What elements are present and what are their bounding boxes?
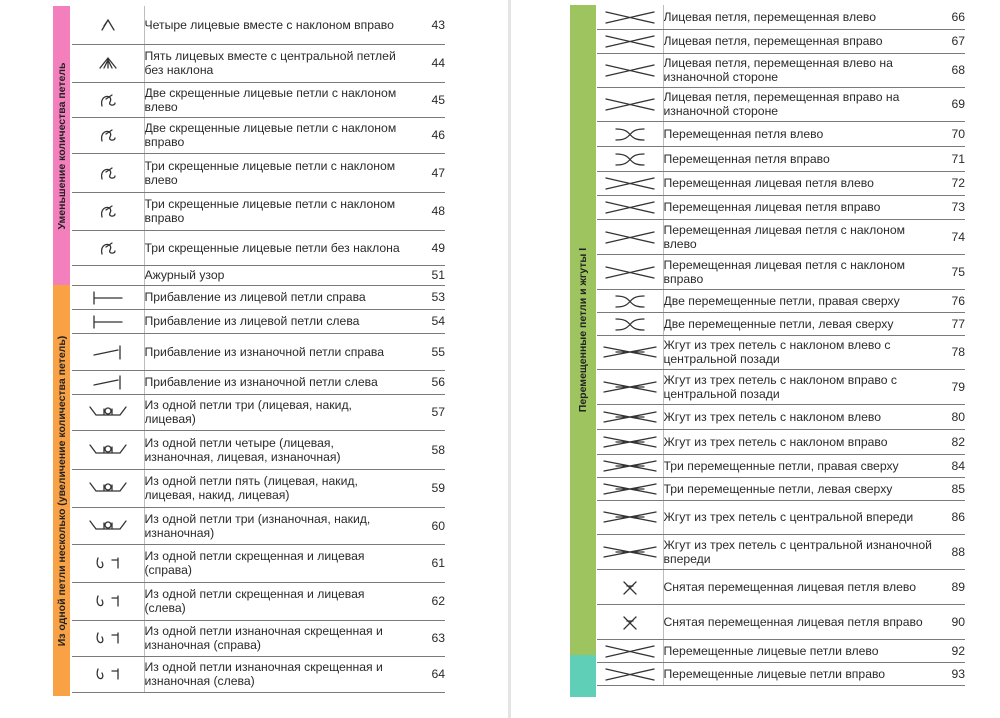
- symbol-description: Перемещенная петля влево: [663, 121, 933, 146]
- symbol-description: Жгут из трех петель с центральной впереди: [663, 500, 933, 534]
- symbol-number: 73: [933, 195, 965, 219]
- moved-knit-right-icon: [597, 195, 663, 219]
- twisted-and-knit-left-icon: [72, 582, 144, 620]
- one-into-three-purl-icon: [72, 507, 144, 544]
- one-into-four-icon: [72, 430, 144, 469]
- symbol-row: [72, 230, 445, 265]
- symbol-description: Снятая перемещенная лицевая петля вправо: [663, 604, 933, 639]
- symbol-description: Три скрещенные лицевые петли с наклоном влево: [144, 153, 406, 192]
- symbol-description: Жгут из трех петель с наклоном влево: [663, 404, 933, 429]
- symbol-row: [72, 309, 445, 333]
- symbol-row: [72, 430, 445, 469]
- symbol-number: 59: [406, 469, 445, 507]
- symbol-number: 79: [933, 369, 965, 404]
- symbol-row: [597, 335, 965, 369]
- moved-knit-left-icon: [597, 171, 663, 195]
- symbol-row: [597, 369, 965, 404]
- slipped-moved-knit-left-icon: [597, 569, 663, 604]
- one-into-three-icon: [72, 394, 144, 430]
- cable-3-center-front-icon: [597, 500, 663, 534]
- symbol-description: Перемещенная лицевая петля вправо: [663, 195, 933, 219]
- symbol-row: [72, 117, 445, 153]
- one-into-five-icon: [72, 469, 144, 507]
- symbol-table-right: [597, 5, 965, 686]
- symbol-description: Лицевая петля, перемещенная влево: [663, 5, 933, 29]
- symbol-row: [597, 254, 965, 289]
- symbol-description: Три перемещенные петли, левая сверху: [663, 477, 933, 500]
- cable-3-right-icon: [597, 429, 663, 454]
- symbol-description: Две скрещенные лицевые петли с наклоном вправо: [144, 117, 406, 153]
- moved-stitch-right-icon: [597, 146, 663, 171]
- increase-knit-right-icon: [72, 285, 144, 309]
- symbol-description: Жгут из трех петель с центральной изнаночной впереди: [663, 534, 933, 569]
- symbol-row: [597, 477, 965, 500]
- symbol-description: Три перемещенные петли, правая сверху: [663, 454, 933, 477]
- symbol-row: [72, 582, 445, 620]
- symbol-row: [72, 333, 445, 370]
- symbol-description: Из одной петли скрещенная и лицевая (слева): [144, 582, 406, 620]
- symbol-number: 70: [933, 121, 965, 146]
- moved-stitch-left-icon: [597, 121, 663, 146]
- symbol-row: [597, 534, 965, 569]
- symbol-description: Две скрещенные лицевые петли с наклоном влево: [144, 82, 406, 117]
- symbol-number: 78: [933, 335, 965, 369]
- symbol-row: [72, 285, 445, 309]
- symbol-row: [72, 192, 445, 230]
- symbol-number: 67: [933, 29, 965, 53]
- symbol-description: Лицевая петля, перемещенная влево на изнаночной стороне: [663, 53, 933, 87]
- symbol-number: 63: [406, 620, 445, 656]
- symbol-number: 69: [933, 87, 965, 121]
- symbol-number: 44: [406, 44, 445, 82]
- symbol-description: Жгут из трех петель с наклоном вправо: [663, 429, 933, 454]
- symbol-number: 45: [406, 82, 445, 117]
- symbol-row: [597, 429, 965, 454]
- symbol-number: 88: [933, 534, 965, 569]
- symbol-number: 47: [406, 153, 445, 192]
- symbol-description: Прибавление из изнаночной петли справа: [144, 333, 406, 370]
- symbol-row: [597, 171, 965, 195]
- symbol-number: 75: [933, 254, 965, 289]
- slipped-moved-knit-right-icon: [597, 604, 663, 639]
- three-moved-left-top-icon: [597, 477, 663, 500]
- symbol-number: 49: [406, 230, 445, 265]
- symbol-number: 66: [933, 5, 965, 29]
- category-moved-knits: [570, 655, 596, 697]
- symbol-number: 86: [933, 500, 965, 534]
- cross-knit-right-icon: [597, 29, 663, 53]
- symbol-number: 68: [933, 53, 965, 87]
- knit-5-together-center-icon: [72, 44, 144, 82]
- symbol-description: Пять лицевых вместе с центральной петлей без наклона: [144, 44, 406, 82]
- symbol-row: [597, 219, 965, 254]
- symbol-description: Из одной петли изнаночная скрещенная и изнаночная (справа): [144, 620, 406, 656]
- symbol-row: [597, 53, 965, 87]
- symbol-number: 64: [406, 656, 445, 692]
- symbol-number: 84: [933, 454, 965, 477]
- increase-knit-left-icon: [72, 309, 144, 333]
- symbol-number: 60: [406, 507, 445, 544]
- category-decrease-label: Уменьшение количества петель: [55, 62, 68, 229]
- book-spine: [508, 0, 511, 718]
- symbol-number: 56: [406, 370, 445, 394]
- moved-knits-right-icon: [597, 662, 663, 685]
- symbol-number: 77: [933, 312, 965, 335]
- symbol-row: [597, 604, 965, 639]
- symbol-number: 48: [406, 192, 445, 230]
- three-crossed-knit-left-icon: [72, 153, 144, 192]
- symbol-row: [72, 265, 445, 285]
- twisted-purl-right-icon: [72, 620, 144, 656]
- symbol-row: [72, 507, 445, 544]
- symbol-description: Прибавление из изнаночной петли слева: [144, 370, 406, 394]
- symbol-row: [72, 394, 445, 430]
- symbol-row: [72, 82, 445, 117]
- cross-knit-left-icon: [597, 5, 663, 29]
- symbol-number: 80: [933, 404, 965, 429]
- symbol-row: [597, 121, 965, 146]
- symbol-number: 53: [406, 285, 445, 309]
- category-increase-label: Из одной петли несколько (увеличение количества петель): [55, 335, 68, 646]
- increase-purl-left-icon: [72, 370, 144, 394]
- category-increase: [53, 285, 70, 696]
- symbol-row: [597, 29, 965, 53]
- knit-4-together-right-icon: [72, 6, 144, 44]
- symbol-row: [597, 662, 965, 685]
- symbol-description: Перемещенная лицевая петля влево: [663, 171, 933, 195]
- symbol-description: Снятая перемещенная лицевая петля влево: [663, 569, 933, 604]
- symbol-number: 82: [933, 429, 965, 454]
- symbol-row: [597, 5, 965, 29]
- symbol-row: [597, 312, 965, 335]
- increase-purl-right-icon: [72, 333, 144, 370]
- cable-3-right-center-back-icon: [597, 369, 663, 404]
- category-cables: [570, 5, 596, 655]
- symbol-description: Две перемещенные петли, левая сверху: [663, 312, 933, 335]
- symbol-description: Перемещенные лицевые петли вправо: [663, 662, 933, 685]
- symbol-row: [597, 569, 965, 604]
- symbol-row: [597, 404, 965, 429]
- symbol-description: Из одной петли пять (лицевая, накид, лицевая, накид, лицевая): [144, 469, 406, 507]
- symbol-number: 85: [933, 477, 965, 500]
- symbol-row: [72, 544, 445, 582]
- symbol-row: [597, 195, 965, 219]
- symbol-number: 57: [406, 394, 445, 430]
- two-crossed-knit-right-icon: [72, 117, 144, 153]
- symbol-number: 76: [933, 289, 965, 312]
- symbol-number: 54: [406, 309, 445, 333]
- symbol-description: Три скрещенные лицевые петли с наклоном вправо: [144, 192, 406, 230]
- symbol-description: Три скрещенные лицевые петли без наклона: [144, 230, 406, 265]
- symbol-number: 92: [933, 639, 965, 662]
- symbol-description: Лицевая петля, перемещенная вправо: [663, 29, 933, 53]
- symbol-number: 72: [933, 171, 965, 195]
- symbol-number: 61: [406, 544, 445, 582]
- twisted-purl-left-icon: [72, 656, 144, 692]
- symbol-description: Перемещенная лицевая петля с наклоном влево: [663, 219, 933, 254]
- symbol-number: 74: [933, 219, 965, 254]
- symbol-row: [597, 87, 965, 121]
- symbol-table-left: [72, 6, 445, 693]
- three-crossed-knit-right-icon: [72, 192, 144, 230]
- cross-knit-left-wrong-side-icon: [597, 53, 663, 87]
- moved-knit-slant-right-icon: [597, 254, 663, 289]
- symbol-description: Прибавление из лицевой петли справа: [144, 285, 406, 309]
- symbol-description: Из одной петли три (лицевая, накид, лицевая): [144, 394, 406, 430]
- symbol-number: 51: [406, 265, 445, 285]
- symbol-description: Прибавление из лицевой петли слева: [144, 309, 406, 333]
- symbol-row: [597, 289, 965, 312]
- symbol-row: [597, 454, 965, 477]
- symbol-description: Из одной петли изнаночная скрещенная и изнаночная (слева): [144, 656, 406, 692]
- cable-3-left-icon: [597, 404, 663, 429]
- symbol-row: [72, 656, 445, 692]
- symbol-number: 71: [933, 146, 965, 171]
- symbol-number: 58: [406, 430, 445, 469]
- two-crossed-knit-left-icon: [72, 82, 144, 117]
- blank-cell: [72, 265, 144, 285]
- symbol-row: [597, 146, 965, 171]
- cross-knit-right-wrong-side-icon: [597, 87, 663, 121]
- two-moved-left-top-icon: [597, 312, 663, 335]
- symbol-row: [597, 500, 965, 534]
- symbol-row: [72, 469, 445, 507]
- symbol-row: [72, 370, 445, 394]
- symbol-description: Перемещенная лицевая петля с наклоном вправо: [663, 254, 933, 289]
- symbol-number: 55: [406, 333, 445, 370]
- symbol-description: Две перемещенные петли, правая сверху: [663, 289, 933, 312]
- symbol-description: Из одной петли три (изнаночная, накид, изнаночная): [144, 507, 406, 544]
- symbol-number: 89: [933, 569, 965, 604]
- category-decrease: [53, 6, 70, 285]
- symbol-description: Из одной петли четыре (лицевая, изнаночная, лицевая, изнаночная): [144, 430, 406, 469]
- symbol-row: [72, 153, 445, 192]
- symbol-number: 62: [406, 582, 445, 620]
- category-cables-label: Перемещенные петли и жгуты I: [577, 247, 589, 413]
- twisted-and-knit-right-icon: [72, 544, 144, 582]
- symbol-description: Жгут из трех петель с наклоном вправо с центральной позади: [663, 369, 933, 404]
- two-moved-right-top-icon: [597, 289, 663, 312]
- symbol-description: Жгут из трех петель с наклоном влево с центральной позади: [663, 335, 933, 369]
- symbol-description: Ажурный узор: [144, 265, 406, 285]
- cable-3-center-purl-front-icon: [597, 534, 663, 569]
- symbol-number: 90: [933, 604, 965, 639]
- symbol-description: Лицевая петля, перемещенная вправо на изнаночной стороне: [663, 87, 933, 121]
- three-crossed-knit-center-icon: [72, 230, 144, 265]
- symbol-row: [72, 6, 445, 44]
- symbol-row: [72, 44, 445, 82]
- symbol-row: [597, 639, 965, 662]
- symbol-number: 43: [406, 6, 445, 44]
- cable-3-left-center-back-icon: [597, 335, 663, 369]
- symbol-description: Из одной петли скрещенная и лицевая (справа): [144, 544, 406, 582]
- symbol-row: [72, 620, 445, 656]
- moved-knit-slant-left-icon: [597, 219, 663, 254]
- right-page: [515, 0, 1000, 718]
- moved-knits-left-icon: [597, 639, 663, 662]
- symbol-description: Перемещенные лицевые петли влево: [663, 639, 933, 662]
- symbol-number: 46: [406, 117, 445, 153]
- three-moved-right-top-icon: [597, 454, 663, 477]
- symbol-number: 93: [933, 662, 965, 685]
- symbol-description: Четыре лицевые вместе с наклоном вправо: [144, 6, 406, 44]
- symbol-description: Перемещенная петля вправо: [663, 146, 933, 171]
